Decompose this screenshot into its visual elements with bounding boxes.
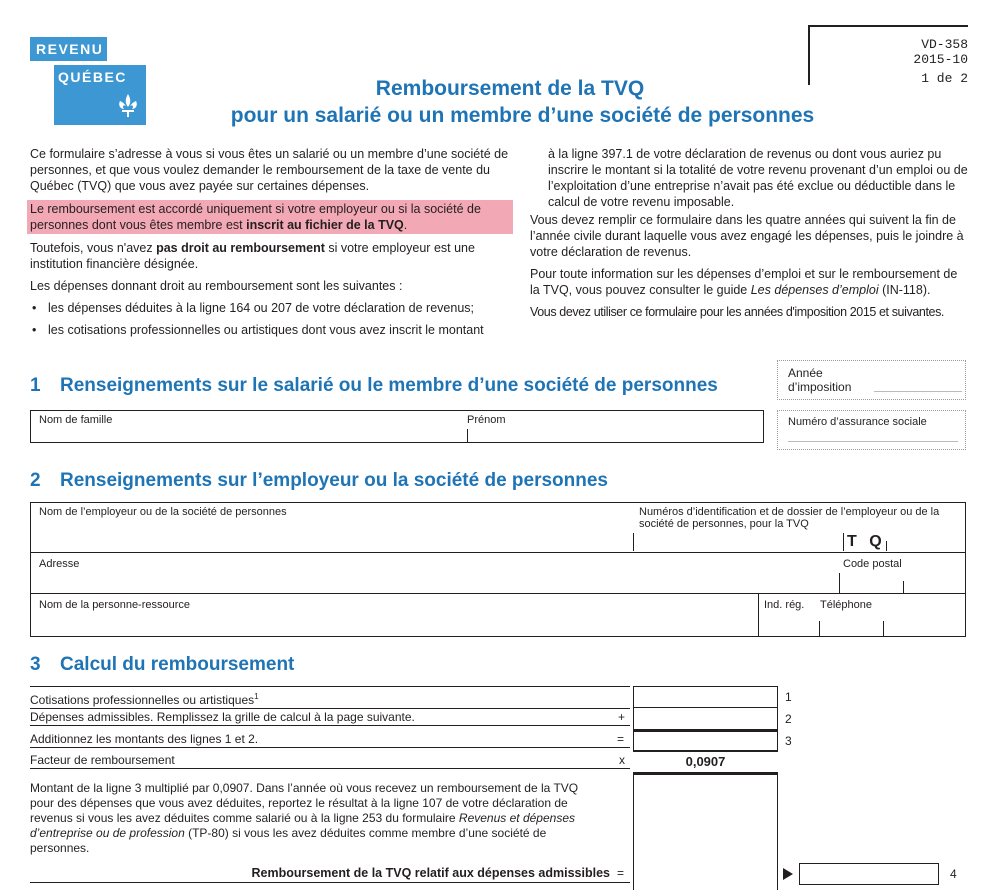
logo-quebec-text: QUÉBEC: [58, 69, 127, 85]
section-2-title: 2 Renseignements sur l’employeur ou la société de personnes: [30, 470, 609, 491]
page-subtitle: pour un salarié ou un membre d’une société de personnes: [230, 104, 815, 127]
line-number-1: 1: [785, 690, 792, 704]
intro-right: [530, 146, 968, 326]
fleur-de-lis-icon: [117, 93, 139, 119]
prenom-label: Prénom: [467, 414, 506, 426]
list-item: • les dépenses déduites à la ligne 164 ou 207 de votre déclaration de revenus;: [30, 300, 510, 316]
contact-label: Nom de la personne-ressource: [39, 599, 191, 611]
contact-input[interactable]: [31, 612, 756, 636]
logo-revenu: REVENU: [30, 37, 107, 61]
intro-r4: Vous devez utiliser ce formulaire pour les années d'imposition 2015 et suivantes.: [530, 305, 944, 319]
calc-row-3: Additionnez les montants des lignes 1 et 2.: [30, 731, 630, 748]
logo-quebec: [54, 65, 146, 125]
address-input[interactable]: [31, 570, 837, 591]
annee-imposition-box[interactable]: Année d’imposition: [777, 360, 966, 400]
equals-operator: =: [617, 732, 625, 746]
intro-p4: Les dépenses donnant droit au remboursement sont les suivantes :: [30, 279, 403, 293]
line-4-input[interactable]: [799, 863, 939, 885]
address-label: Adresse: [39, 558, 80, 570]
intro-p3: Toutefois, vous n'avez pas droit au remboursement si votre employeur est une institution financière désignée.: [30, 241, 475, 271]
employer-name-label: Nom de l’employeur ou de la société de personnes: [39, 506, 287, 518]
calc-note: Montant de la ligne 3 multiplié par 0,0907. Dans l’année où vous recevez un remboursement de la TVQ pour des dépenses que vous avez déduites, reportez le résultat à la ligne 107 de votre déclaration de revenus si vous les avez déduites comme salarié ou à la ligne 253 du formulaire Revenus et dépenses d’entreprise ou de profession (TP-80) si vous les avez déduites comme membre d’une société de personnes.: [30, 781, 579, 855]
line-number-3: 3: [785, 734, 792, 748]
line-number-4: 4: [950, 867, 957, 881]
line-number-2: 2: [785, 712, 792, 726]
arrow-right-icon: [783, 868, 793, 880]
intro-r2: Vous devez remplir ce formulaire dans les quatre années qui suivent la fin de l’année civile durant laquelle vous avez engagé les dépenses, puis le joindre à votre déclaration de revenus.: [530, 213, 964, 259]
list-item: • les cotisations professionnelles ou artistiques dont vous avez inscrit le montant: [30, 322, 510, 338]
form-code: VD-358: [921, 37, 968, 52]
page-number: 1 de 2: [921, 71, 968, 86]
meta-bar-top: [808, 25, 968, 27]
times-operator: x: [619, 753, 625, 767]
section-1-title: 1 Renseignements sur le salarié ou le membre d’une société de personnes: [30, 375, 718, 396]
note-amount-area: [633, 774, 778, 890]
calc-row-1: Cotisations professionnelles ou artistiques$^1$: [30, 689, 630, 709]
calc-row-2: Dépenses admissibles. Remplissez la grille de calcul à la page suivante.: [30, 709, 630, 726]
postal-code-label: Code postal: [843, 558, 902, 570]
tq-label: T Q: [847, 533, 886, 550]
total-equals: =: [617, 866, 625, 880]
employer-name-input[interactable]: [31, 518, 632, 550]
line-3-input[interactable]: [633, 730, 778, 752]
expense-list: [30, 300, 510, 338]
form-version: 2015-10: [913, 52, 968, 67]
line-1-input[interactable]: [633, 686, 778, 708]
intro-p1: Ce formulaire s’adresse à vous si vous êtes un salarié ou un membre d’une société de personnes, et que vous voulez demander le remboursement de la taxe de vente du Québec (TVQ) que vous avez payée sur certaines dépenses.: [30, 147, 509, 193]
nas-field[interactable]: Numéro d’assurance sociale: [777, 410, 966, 450]
employer-numbers-label: Numéros d’identification et de dossier de l’employeur ou de la société de personnes, pour la TVQ: [639, 506, 940, 530]
section-3-title: 3 Calcul du remboursement: [30, 654, 295, 675]
calc-row-4: Facteur de remboursement: [30, 752, 630, 769]
intro-r3: Pour toute information sur les dépenses d’emploi et sur le remboursement de la TVQ, vous pouvez consulter le guide Les dépenses d’emploi (IN-118).: [530, 267, 958, 297]
nom-prenom-field[interactable]: [30, 410, 764, 443]
intro-left: [30, 146, 510, 344]
intro-highlight: Le remboursement est accordé uniquement si votre employeur ou si la société de personnes dont vous êtes membre est inscrit au fichier de la TVQ.: [27, 200, 513, 234]
refund-factor-value: 0,0907: [633, 752, 778, 774]
area-code-label: Ind. rég.: [764, 599, 805, 611]
line-2-input[interactable]: [633, 708, 778, 730]
page-title: Remboursement de la TVQ: [375, 77, 645, 100]
intro-r1: à la ligne 397.1 de votre déclaration de revenus ou dont vous auriez pu inscrire le montant si la totalité de votre revenu provenant d’un emploi ou de l’exploitation d’une entreprise n’avait pas été exclue ou déductible dans le calcul de votre revenu imposable.: [548, 147, 968, 209]
plus-operator: +: [618, 710, 626, 724]
phone-label: Téléphone: [820, 599, 872, 611]
total-label: Remboursement de la TVQ relatif aux dépenses admissibles: [251, 866, 610, 880]
nom-label: Nom de famille: [39, 414, 113, 426]
